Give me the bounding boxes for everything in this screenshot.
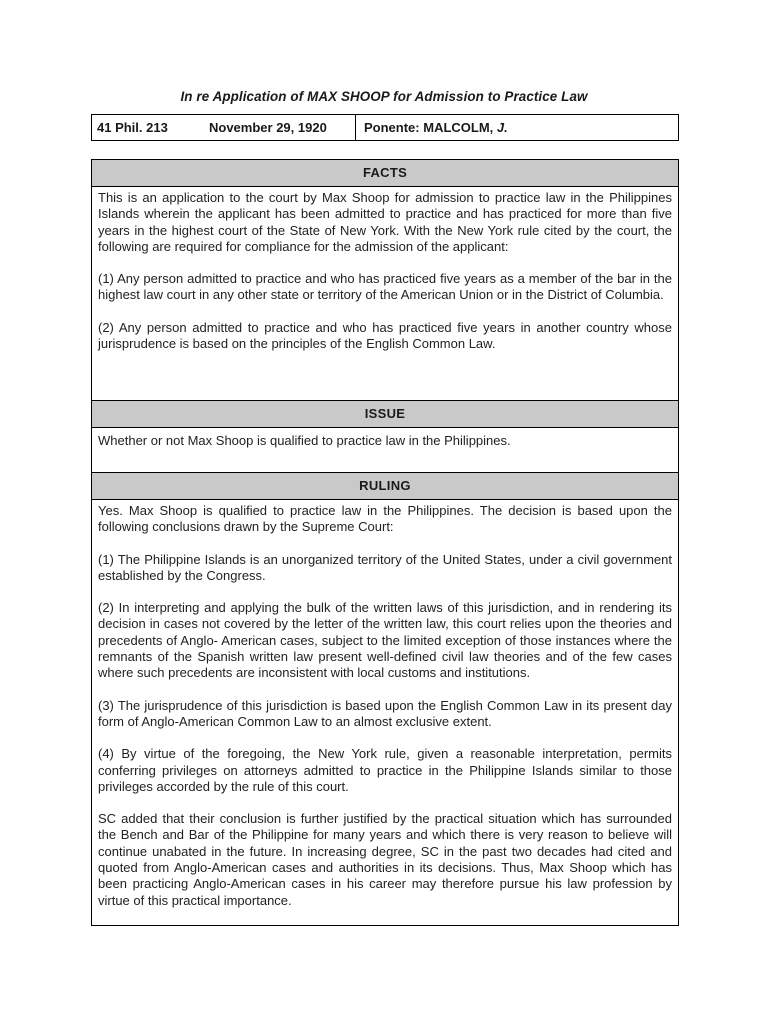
issue-heading: ISSUE	[92, 401, 678, 428]
ruling-paragraph: (3) The jurisprudence of this jurisdiction is based upon the English Common Law in its present day form of Anglo-American Common Law to an almost exclusive extent.	[98, 697, 672, 729]
case-date: November 29, 1920	[209, 120, 327, 135]
digest-table	[91, 159, 679, 926]
facts-heading: FACTS	[92, 160, 678, 187]
ruling-paragraph: (4) By virtue of the foregoing, the New York rule, given a reasonable interpretation, permits conferring privileges on attorneys admitted to practice in the Philippine Islands similar to those privileges accorded by the rule of this court.	[98, 746, 672, 794]
ruling-paragraph: SC added that their conclusion is further justified by the practical situation which has surrounded the Bench and Bar of the Philippine for many years and which there is very reason to believe will continue unabated in the future. In increasing degree, SC in the past two decades had cited and quoted from Anglo-American cases and authorities in its decisions. Thus, Max Shoop which has been practicing Anglo-American cases in his career may therefore pursue his law profession by virtue of this practical importance.	[98, 811, 672, 908]
issue-body	[92, 428, 678, 473]
meta-divider	[355, 115, 356, 140]
case-meta-table	[91, 114, 679, 141]
facts-paragraph: (1) Any person admitted to practice and who has practiced five years as a member of the bar in the highest law court in any other state or territory of the American Union or in the District of Columbia.	[98, 271, 672, 303]
facts-body	[92, 187, 678, 401]
case-title: In re Application of MAX SHOOP for Admission to Practice Law	[180, 89, 588, 104]
ruling-heading: RULING	[92, 473, 678, 500]
issue-paragraph: Whether or not Max Shoop is qualified to practice law in the Philippines.	[98, 433, 511, 448]
ruling-paragraph: Yes. Max Shoop is qualified to practice law in the Philippines. The decision is based upon the following conclusions drawn by the Supreme Court:	[98, 503, 672, 535]
ponente-suffix: J.	[496, 120, 508, 135]
case-citation: 41 Phil. 213	[97, 120, 168, 135]
ruling-body	[92, 500, 678, 925]
facts-paragraph: This is an application to the court by Max Shoop for admission to practice law in the Philippines Islands wherein the applicant has been admitted to practice and has practiced for more than five years in the highest court of the State of New York. With the New York rule cited by the court, the following are required for compliance for the admission of the applicant:	[98, 190, 672, 254]
ruling-paragraph: (2) In interpreting and applying the bulk of the written laws of this jurisdiction, and in rendering its decision in cases not covered by the letter of the written law, this court relies upon the theories and precedents of Anglo- American cases, subject to the limited exception of those instances where the remnants of the Spanish written law present well-defined civil law theories and of the few cases where such precedents are inconsistent with local customs and institutions.	[98, 600, 672, 681]
ponente-name: MALCOLM,	[423, 120, 494, 135]
ponente-label: Ponente:	[364, 120, 420, 135]
case-ponente	[364, 120, 508, 135]
facts-paragraph: (2) Any person admitted to practice and who has practiced five years in another country whose jurisprudence is based on the principles of the English Common Law.	[98, 319, 672, 352]
ruling-paragraph: (1) The Philippine Islands is an unorganized territory of the United States, under a civil government established by the Congress.	[98, 551, 672, 583]
